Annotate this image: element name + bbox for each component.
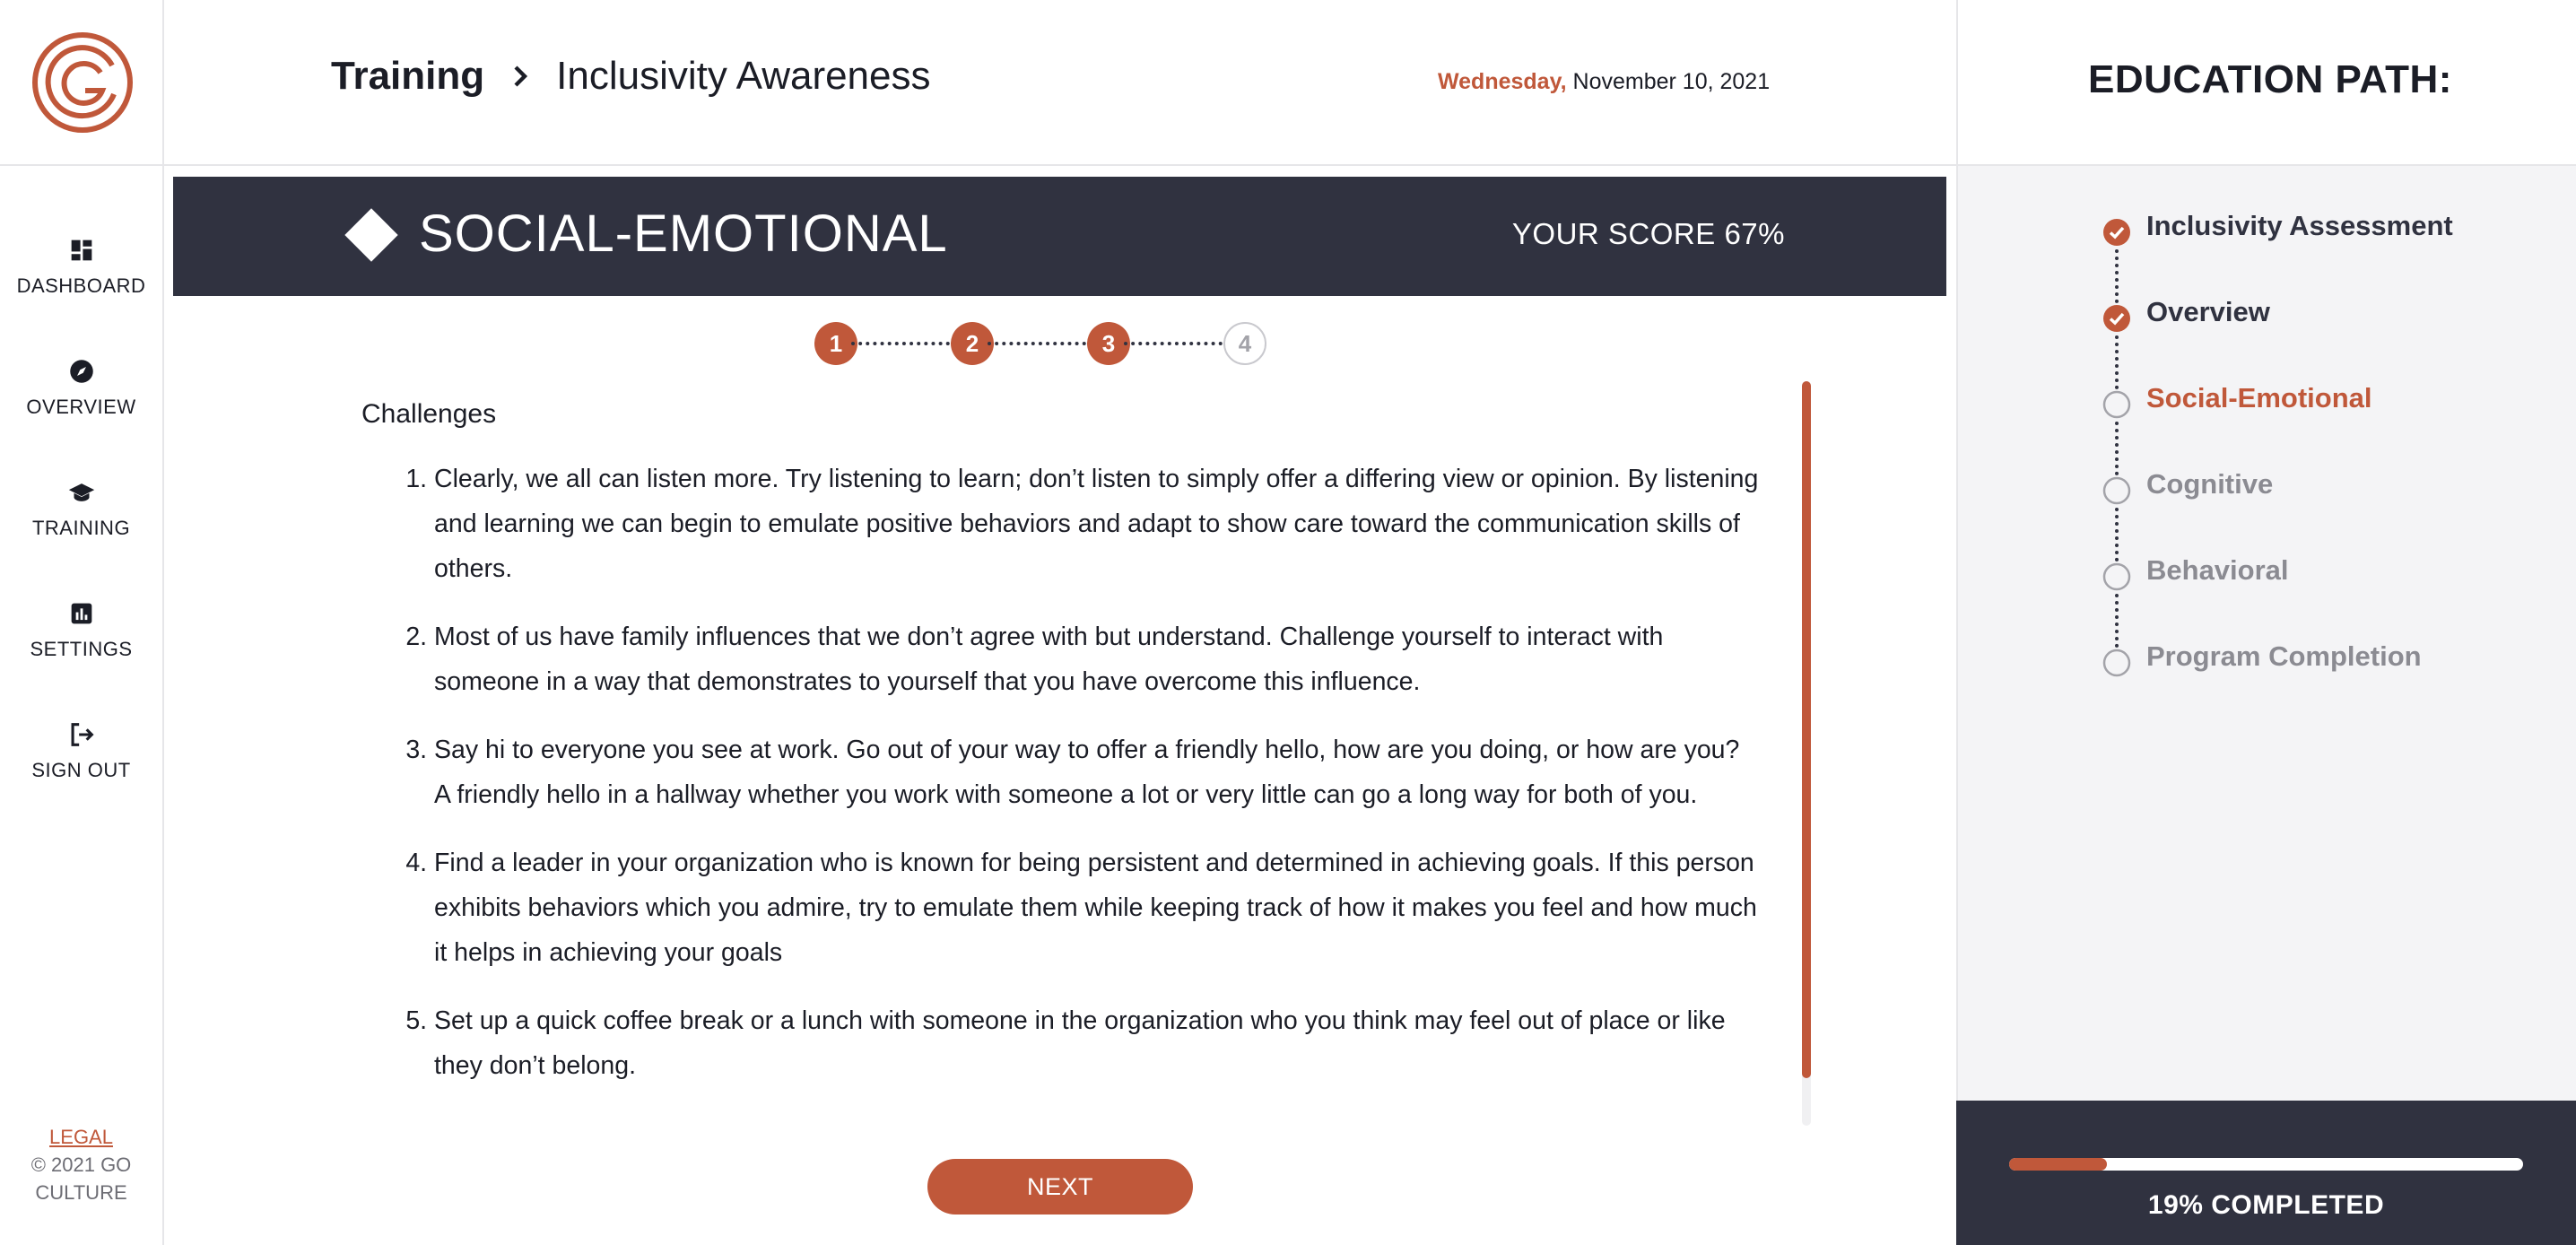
chart-icon xyxy=(66,598,97,629)
legal-footer xyxy=(0,1123,162,1206)
step-2[interactable]: 2 xyxy=(951,322,994,365)
step-3[interactable]: 3 xyxy=(1087,322,1130,365)
path-connector xyxy=(2115,508,2119,562)
chevron-right-icon xyxy=(502,58,538,94)
path-item-label: Social-Emotional xyxy=(2146,382,2372,414)
logo-area xyxy=(0,0,164,166)
empty-circle-icon xyxy=(2102,475,2132,506)
check-circle-icon xyxy=(2102,217,2132,248)
check-circle-icon xyxy=(2102,303,2132,334)
path-connector xyxy=(2115,335,2119,389)
empty-circle-icon xyxy=(2102,562,2132,592)
empty-circle-icon xyxy=(2102,648,2132,678)
list-item: 2. Most of us have family influences that we don’t agree with but understand. Challenge yourself to interact with someone in a way that demonstrates to yourself that you have overcome this influence. xyxy=(434,614,1761,704)
progress-bar-fill xyxy=(2009,1158,2107,1171)
progress-label: 19% COMPLETED xyxy=(2147,1190,2385,1220)
education-path-panel xyxy=(1956,166,2576,1101)
path-item-label: Inclusivity Assessment xyxy=(2146,210,2453,241)
nav-training[interactable] xyxy=(0,477,162,598)
content-panel xyxy=(361,381,1761,1127)
main-nav xyxy=(0,235,162,840)
path-item-label: Overview xyxy=(2146,296,2270,327)
nav-dashboard-label: DASHBOARD xyxy=(16,274,146,297)
education-path-title: EDUCATION PATH: xyxy=(2088,57,2452,101)
path-connector xyxy=(2115,249,2119,303)
step-1[interactable]: 1 xyxy=(814,322,857,365)
date-rest: November 10, 2021 xyxy=(1566,69,1771,94)
legal-link[interactable]: LEGAL xyxy=(49,1126,113,1148)
path-connector xyxy=(2115,594,2119,648)
nav-sign-out-label: SIGN OUT xyxy=(31,759,131,781)
date-day: Wednesday, xyxy=(1438,69,1567,94)
module-banner xyxy=(173,177,1946,296)
compass-icon xyxy=(66,356,97,387)
breadcrumb-training[interactable]: Training xyxy=(331,54,485,98)
list-item: 5. Set up a quick coffee break or a lunch with someone in the organization who you think may feel out of place or like they don’t belong. xyxy=(434,998,1761,1088)
step-connector xyxy=(1124,342,1230,345)
nav-settings-label: SETTINGS xyxy=(30,638,133,660)
education-path-header xyxy=(1956,0,2576,166)
current-date xyxy=(1438,69,1770,95)
path-item-label: Cognitive xyxy=(2146,468,2274,500)
breadcrumb-current: Inclusivity Awareness xyxy=(556,54,931,98)
path-item-label: Behavioral xyxy=(2146,554,2289,586)
top-header xyxy=(164,0,1956,166)
nav-settings[interactable] xyxy=(0,598,162,719)
program-progress xyxy=(1956,1101,2576,1245)
sign-out-icon xyxy=(66,719,97,750)
list-item: 1. Clearly, we all can listen more. Try listening to learn; don’t listen to simply offer a differing view or opinion. By listening and learning we can begin to emulate positive behaviors and adapt to show care toward the communication skills of others. xyxy=(434,457,1761,591)
nav-dashboard[interactable] xyxy=(0,235,162,356)
copyright-line-1: © 2021 GO xyxy=(30,1154,132,1176)
sidebar xyxy=(0,0,164,1245)
nav-overview-label: OVERVIEW xyxy=(26,396,136,418)
step-connector xyxy=(988,342,1093,345)
module-title: SOCIAL-EMOTIONAL xyxy=(419,205,948,263)
list-item: 4. Find a leader in your organization who is known for being persistent and determined in achieving goals. If this person exhibits behaviors which you admire, try to emulate them while keeping track of how it makes you feel and how much it helps in achieving your goals xyxy=(434,840,1761,975)
go-culture-logo-icon[interactable] xyxy=(31,31,134,134)
graduation-cap-icon xyxy=(66,477,97,508)
score-label: YOUR SCORE 67% xyxy=(1511,217,1785,250)
nav-sign-out[interactable] xyxy=(0,719,162,840)
content-heading: Challenges xyxy=(361,399,497,429)
list-item: 3. Say hi to everyone you see at work. Go out of your way to offer a friendly hello, how are you doing, or how are you? A friendly hello in a hallway whether you work with someone a lot or very little can go a long way for both of you. xyxy=(434,727,1761,817)
diamond-icon xyxy=(344,208,397,261)
next-button[interactable]: NEXT xyxy=(927,1159,1193,1215)
nav-training-label: TRAINING xyxy=(31,517,131,539)
scrollbar-thumb[interactable] xyxy=(1802,381,1811,1078)
step-connector xyxy=(851,342,957,345)
step-4[interactable]: 4 xyxy=(1223,322,1266,365)
path-item-label: Program Completion xyxy=(2146,640,2422,672)
challenge-list xyxy=(361,457,1761,1088)
path-connector xyxy=(2115,422,2119,475)
breadcrumb xyxy=(331,54,931,99)
dashboard-icon xyxy=(66,235,97,266)
copyright-line-2: CULTURE xyxy=(35,1181,127,1204)
empty-circle-icon xyxy=(2102,389,2132,420)
step-indicator xyxy=(814,322,1266,365)
nav-overview[interactable] xyxy=(0,356,162,477)
